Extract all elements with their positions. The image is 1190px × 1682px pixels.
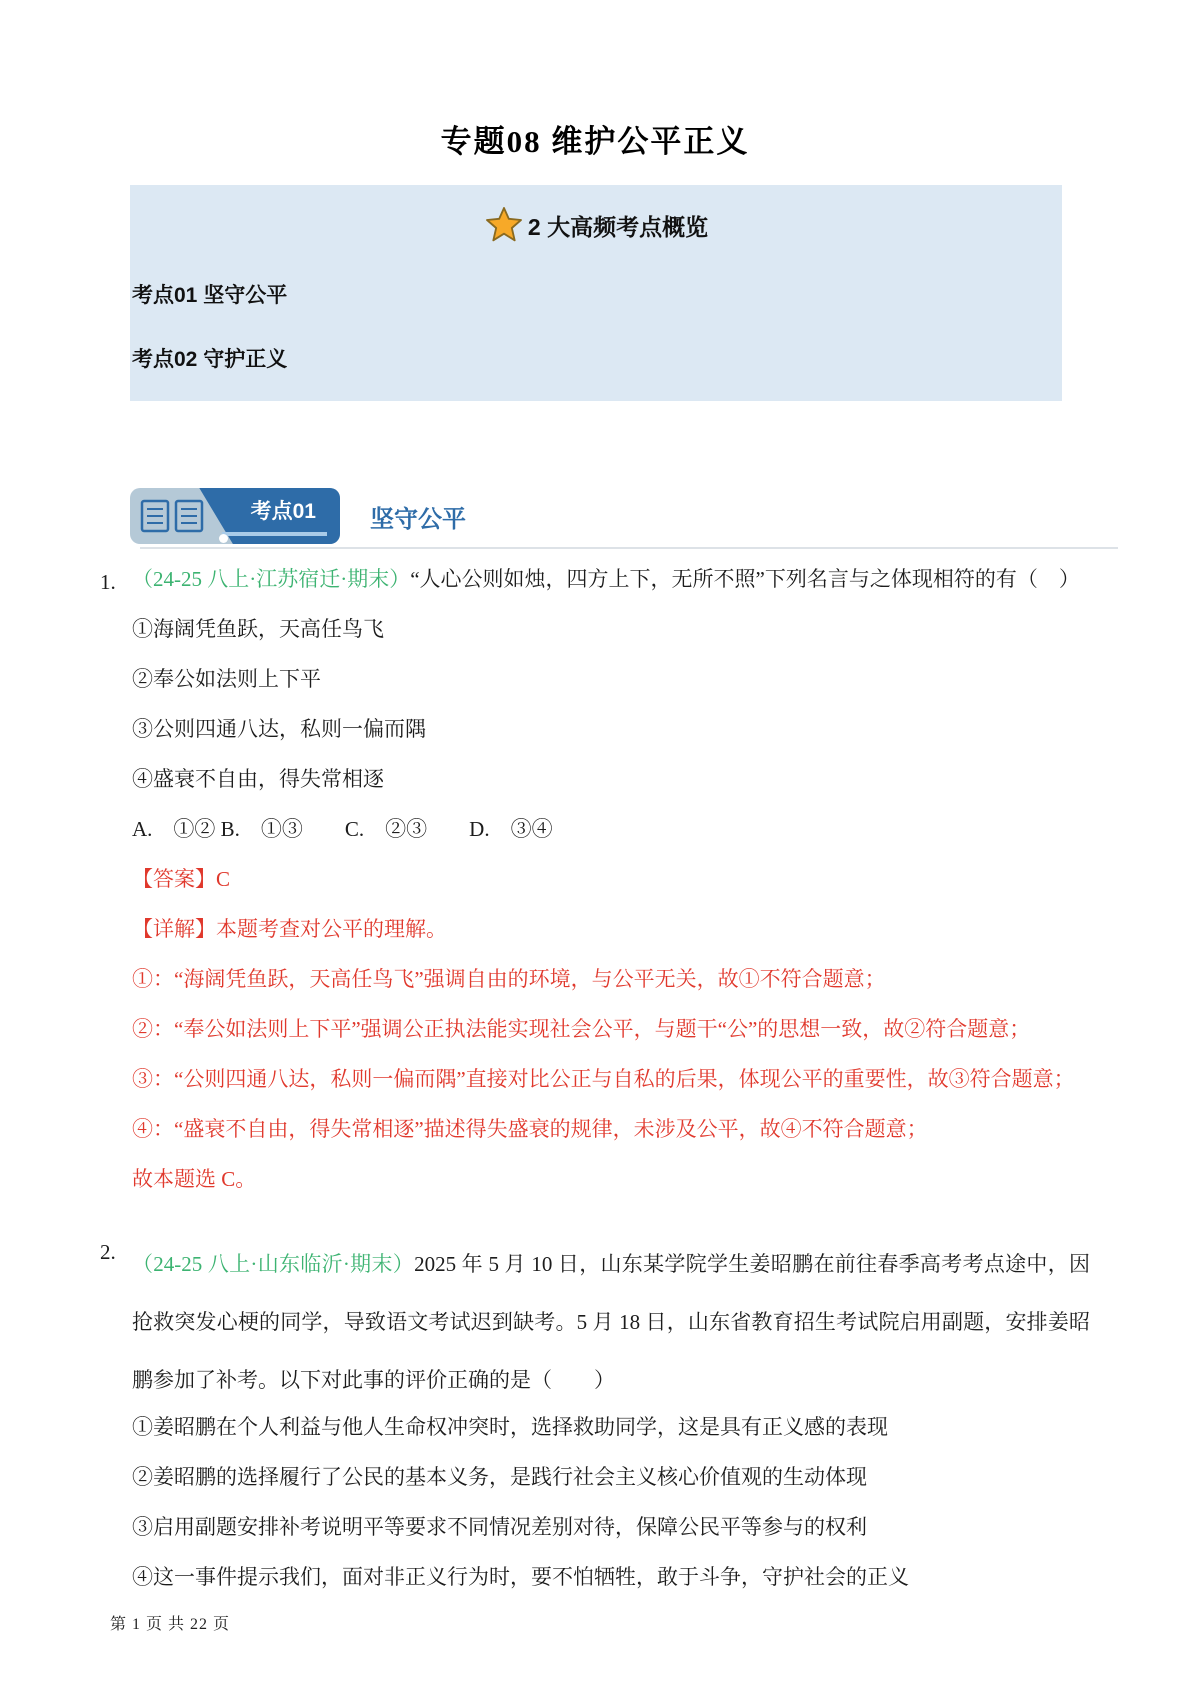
question-choices: A. ①② B. ①③ C. ②③ D. ③④ <box>132 817 553 841</box>
answer-value: C <box>216 867 231 891</box>
analysis-conclusion: 故本题选 C。 <box>132 1167 257 1191</box>
question-stem <box>132 1235 1090 1409</box>
question-source: （24-25 八上·江苏宿迁·期末） <box>132 567 411 591</box>
answer-label: 【答案】 <box>132 867 216 891</box>
badge-dot <box>219 534 228 543</box>
question-option: ④盛衰不自由，得失常相逐 <box>132 767 384 791</box>
question-option: ③公则四通八达，私则一偏而隅 <box>132 717 426 741</box>
analysis-line: ②：“奉公如法则上下平”强调公正执法能实现社会公平，与题干“公”的思想一致，故②符合题意； <box>132 1017 1031 1041</box>
question-2 <box>100 1235 1090 1613</box>
topic-badge <box>130 488 340 544</box>
question-stem-text: “人心公则如烛，四方上下，无所不照”下列名言与之体现相符的有（ ） <box>410 567 1080 591</box>
question-option: ④这一事件提示我们，面对非正义行为时，要不怕牺牲，敢于斗争，守护社会的正义 <box>132 1565 909 1589</box>
analysis-line: ①：“海阔凭鱼跃，天高任鸟飞”强调自由的环境，与公平无关，故①不符合题意； <box>132 967 886 991</box>
question-stem-text: 2025 年 5 月 10 日，山东某学院学生姜昭鹏在前往春季高考考点途中，因抢救突发心梗的同学，导致语文考试迟到缺考。5 月 18 日，山东省教育招生考试院启用副题，安排姜昭鹏参加了补考。以下对此事的评价正确的是（ ） <box>132 1252 1090 1392</box>
question-option: ②姜昭鹏的选择履行了公民的基本义务，是践行社会主义核心价值观的生动体现 <box>132 1465 867 1489</box>
analysis-intro: 本题考查对公平的理解。 <box>216 917 447 941</box>
analysis-line: ④：“盛衰不自由，得失常相逐”描述得失盛衰的规律，未涉及公平，故④不符合题意； <box>132 1117 928 1141</box>
badge-underline <box>222 532 327 536</box>
question-option: ①姜昭鹏在个人利益与他人生命权冲突时，选择救助同学，这是具有正义感的表现 <box>132 1415 888 1439</box>
question-number: 1. <box>100 570 116 594</box>
analysis-label: 【详解】 <box>132 917 216 941</box>
star-icon <box>484 205 524 245</box>
question-number: 2. <box>100 1240 116 1264</box>
page-footer: 第 1 页 共 22 页 <box>110 1616 231 1633</box>
overview-box <box>130 185 1062 401</box>
overview-heading-row <box>130 205 1062 245</box>
documents-icon <box>140 498 206 539</box>
analysis-intro-line <box>132 915 1090 944</box>
overview-heading: 2 大高频考点概览 <box>527 213 709 240</box>
question-option: ①海阔凭鱼跃，天高任鸟飞 <box>132 617 384 641</box>
overview-item-1: 考点01 坚守公平 <box>132 284 288 307</box>
question-stem <box>132 565 1090 594</box>
question-option: ③启用副题安排补考说明平等要求不同情况差别对待，保障公民平等参与的权利 <box>132 1515 867 1539</box>
analysis-line: ③：“公则四通八达，私则一偏而隅”直接对比公正与自私的后果，体现公平的重要性，故③符合题意； <box>132 1067 1075 1091</box>
question-source: （24-25 八上·山东临沂·期末） <box>132 1252 415 1276</box>
answer-line <box>132 865 1090 894</box>
overview-item-2: 考点02 守护正义 <box>132 348 288 371</box>
page-title: 专题08 维护公平正义 <box>440 124 750 159</box>
question-option: ②奉公如法则上下平 <box>132 667 321 691</box>
question-1 <box>100 565 1090 1215</box>
section-title: 坚守公平 <box>370 505 466 533</box>
badge-label: 考点01 <box>250 500 316 523</box>
section-header <box>130 487 1090 545</box>
